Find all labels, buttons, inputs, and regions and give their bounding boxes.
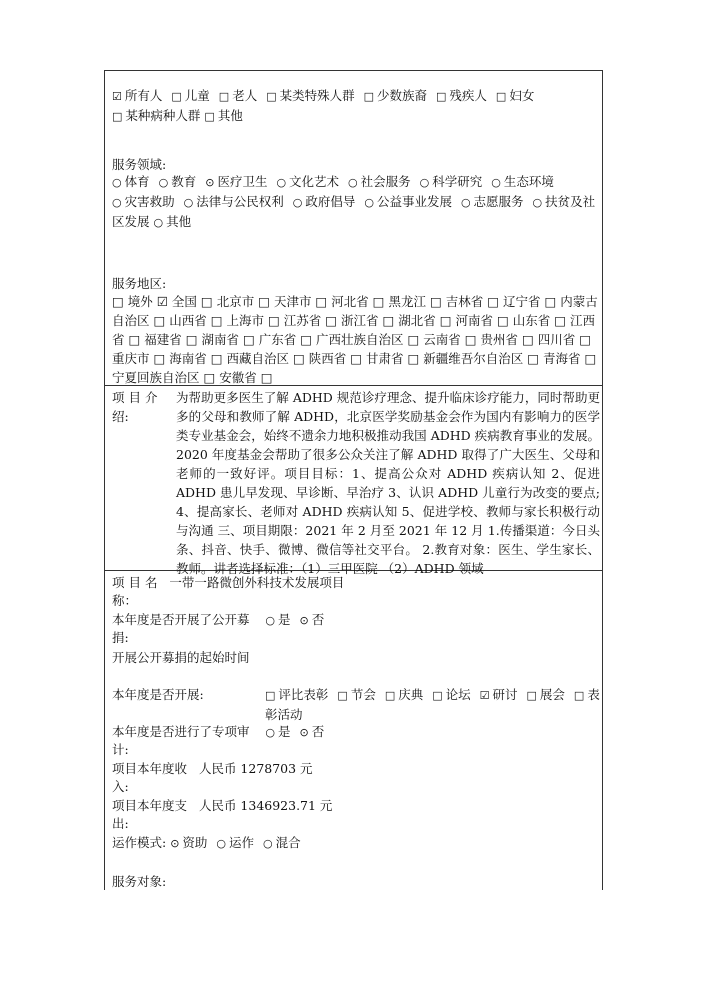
radio-icon[interactable]: ○	[158, 176, 169, 189]
income-value: 人民币 1278703 元	[198, 761, 313, 776]
expense-value: 人民币 1346923.71 元	[198, 798, 333, 813]
option-children: □ 儿童	[171, 86, 209, 106]
radio-icon[interactable]: ○	[276, 176, 287, 189]
radio-selected-icon[interactable]: ⊙	[170, 837, 180, 850]
project-name-label-cont: 称：	[112, 593, 138, 608]
option-women: □ 妇女	[496, 86, 534, 106]
checkbox-checked-icon[interactable]: ☑	[479, 689, 490, 702]
checkbox-icon[interactable]: □	[337, 689, 348, 702]
service-region-options: □ 境外 ☑ 全国 □ 北京市 □ 天津市 □ 河北省 □ 黑龙江 □ 吉林省 □ 辽宁省 □ 内蒙古自治区 □ 山西省 □ 上海市 □ 江苏省 □ 浙江省 □ 湖北省 □ 河南省 □ 山东省 □ 江西省 □ 福建省 □ 湖南省 □ 广东省 □ 广西壮族自治区 □ 云南省 □ 贵州省 □ 四川省 □ 重庆市 □ 海南省 □ 西藏自治区 □ 陕西省 □ 甘肃省 □ 新疆维吾尔自治区 □ 青海省 □ 宁夏回族自治区 □ 安徽省 □	[112, 294, 598, 385]
radio-selected-icon[interactable]: ⊙	[205, 176, 215, 189]
checkbox-icon[interactable]: □	[112, 110, 123, 123]
radio-icon[interactable]: ○	[263, 837, 273, 850]
project-intro-label: 项 目 介 绍:	[112, 390, 158, 424]
option-disabled: □ 残疾人	[436, 86, 487, 106]
service-region-title: 服务地区:	[112, 276, 167, 291]
radio-icon[interactable]: ○	[153, 216, 164, 229]
option-other: □ 其他	[204, 106, 242, 126]
income-label-cont: 入:	[112, 779, 129, 794]
option-disease-group: □ 某种病种	[112, 106, 175, 126]
radio-icon[interactable]: ○	[292, 196, 303, 209]
audit-question: 本年度是否进行了专项审 ○ 是 ⊙ 否	[112, 722, 329, 742]
fundraise-question: 本年度是否开展了公开募 ○ 是 ⊙ 否	[112, 610, 329, 630]
checkbox-checked-icon[interactable]: ☑	[112, 90, 122, 103]
project-name-value: 一带一路微创外科技术发展项目	[169, 575, 345, 590]
fundraise-question-cont: 捐:	[112, 630, 129, 645]
radio-icon[interactable]: ○	[112, 196, 122, 209]
checkbox-icon[interactable]: □	[265, 689, 276, 702]
option-elderly: □ 老人	[219, 86, 257, 106]
radio-icon[interactable]: ○	[183, 196, 194, 209]
expense-row: 项目本年度支 人民币 1346923.71 元	[112, 798, 333, 813]
service-field-title: 服务领域:	[112, 157, 167, 172]
checkbox-icon[interactable]: □	[436, 90, 447, 103]
operation-mode-row: 运作模式: ⊙ 资助 ○ 运作 ○ 混合	[112, 833, 306, 853]
audit-question-cont: 计:	[112, 742, 129, 757]
service-target-label: 服务对象:	[112, 874, 167, 889]
checkbox-icon[interactable]: □	[363, 90, 374, 103]
checkbox-icon[interactable]: □	[384, 689, 396, 702]
checkbox-icon[interactable]: □	[204, 110, 215, 123]
checkbox-icon[interactable]: □	[266, 90, 277, 103]
checkbox-icon[interactable]: □	[526, 689, 537, 702]
table-top-border	[104, 70, 603, 71]
option-special-group: □ 某类特殊人群	[266, 86, 354, 106]
checkbox-icon[interactable]: □	[432, 689, 443, 702]
radio-icon[interactable]: ○	[364, 196, 374, 209]
radio-icon[interactable]: ○	[491, 176, 501, 189]
checkbox-icon[interactable]: □	[218, 90, 230, 103]
project-name-label: 项 目 名 一带一路微创外科技术发展项目	[112, 575, 345, 590]
checkbox-icon[interactable]: □	[573, 689, 585, 702]
radio-icon[interactable]: ○	[532, 196, 543, 209]
option-all: ☑ 所有人	[112, 86, 162, 106]
radio-selected-icon[interactable]: ⊙	[299, 614, 309, 627]
service-field-options: ○ 体育 ○ 教育 ⊙ 医疗卫生 ○ 文化艺术 ○ 社会服务 ○ 科学研究 ○ 生态环境 ○ 灾害救助 ○ 法律与公民权利 ○ 政府倡导 ○ 公益事业发展 ○ 志愿服务 ○ 扶贫及社区发展 ○ 其他	[112, 172, 598, 232]
radio-selected-icon[interactable]: ⊙	[299, 726, 309, 739]
activities-options: □ 评比表彰 □ 节会 □ 庆典 □ 论坛 ☑ 研讨 □ 展会 □ 表彰活动	[265, 687, 600, 722]
beneficiary-options: ☑ 所有人 □ 儿童 □ 老人 □ 某类特殊人群 □ 少数族裔 □ 残疾人 □ 妇女 □ 某种病种人群 □ 其他	[112, 86, 598, 126]
radio-icon[interactable]: ○	[419, 176, 430, 189]
radio-icon[interactable]: ○	[348, 176, 358, 189]
project-intro-text: 为帮助更多医生了解 ADHD 规范诊疗理念、提升临床诊疗能力，同时帮助更多的父母和教师了解 ADHD，北京医学奖励基金会作为国内有影响力的医学类专业基金会，始终不遗余力地积极推动我国 ADHD 疾病教育事业的发展。2020 年度基金会帮助了很多公众关注了解 ADHD 取得了广大医生、父母和老师的一致好评。项目目标：1、提高公众对 ADHD 疾病认知 2、促进 ADHD 患儿早发现、早诊断、早治疗 3、认识 ADHD 儿童行为改变的要点; 4、提高家长、老师对 ADHD 疾病认知 5、促进学校、教师与家长积极行动与沟通 三、项目期限：2021 年 2 月至 2021 年 12 月 1.传播渠道：今日头条、抖音、快手、微博、微信等社交平台。 2.教育对象：医生、学生家长、教师。讲者选择标准：（1）三甲医院 （2）ADHD 领域	[176, 390, 600, 576]
radio-icon[interactable]: ○	[265, 726, 276, 739]
radio-icon[interactable]: ○	[460, 196, 471, 209]
checkbox-icon[interactable]: □	[495, 90, 507, 103]
fundraise-start-label: 开展公开募捐的起始时间	[112, 650, 250, 665]
option-minority: □ 少数族裔	[364, 86, 427, 106]
activities-label: 本年度是否开展:	[112, 687, 204, 702]
expense-label-cont: 出:	[112, 816, 129, 831]
radio-icon[interactable]: ○	[265, 614, 276, 627]
checkbox-icon[interactable]: □	[171, 90, 182, 103]
radio-icon[interactable]: ○	[216, 837, 227, 850]
income-row: 项目本年度收 人民币 1278703 元	[112, 761, 313, 776]
radio-icon[interactable]: ○	[112, 176, 122, 189]
